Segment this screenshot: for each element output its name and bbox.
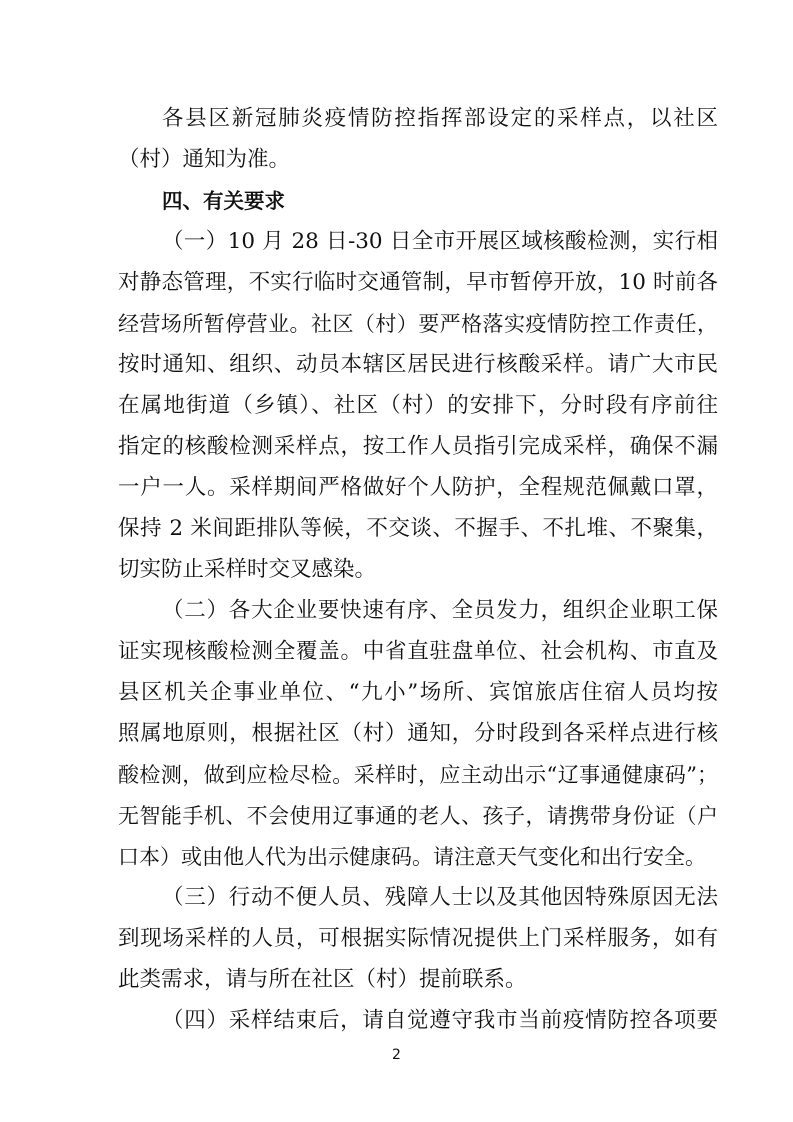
body-line: 保持 2 米间距排队等候，不交谈、不握手、不扎堆、不聚集，	[118, 516, 718, 541]
body-line: 到现场采样的人员，可根据实际情况提供上门采样服务，如有	[118, 926, 718, 951]
body-line: （三）行动不便人员、残障人士以及其他因特殊原因无法	[162, 885, 718, 910]
body-line: 指定的核酸检测采样点，按工作人员指引完成采样，确保不漏	[118, 434, 718, 459]
body-line: 切实防止采样时交叉感染。	[118, 557, 377, 582]
body-line: 证实现核酸检测全覆盖。中省直驻盘单位、社会机构、市直及	[118, 639, 718, 664]
page-number: 2	[392, 1047, 401, 1063]
body-line: 无智能手机、不会使用辽事通的老人、孩子，请携带身份证（户	[118, 804, 718, 828]
body-line: 酸检测，做到应检尽检。采样时，应主动出示“辽事通健康码”；	[118, 763, 718, 787]
body-line: 照属地原则，根据社区（村）通知，分时段到各采样点进行核	[118, 721, 718, 746]
body-line: 各县区新冠肺炎疫情防控指挥部设定的采样点，以社区	[162, 106, 718, 131]
body-line: 按时通知、组织、动员本辖区居民进行核酸采样。请广大市民	[118, 352, 718, 377]
body-line: （一）10 月 28 日-30 日全市开展区域核酸检测，实行相	[162, 229, 718, 254]
body-line: 口本）或由他人代为出示健康码。请注意天气变化和出行安全。	[118, 845, 706, 869]
body-line: 对静态管理，不实行临时交通管制，早市暂停开放，10 时前各	[118, 270, 718, 295]
body-line: 一户一人。采样期间严格做好个人防护，全程规范佩戴口罩，	[118, 475, 718, 500]
section-heading: 四、有关要求	[162, 189, 285, 213]
body-line: （二）各大企业要快速有序、全员发力，组织企业职工保	[162, 598, 718, 623]
body-line: （四）采样结束后，请自觉遵守我市当前疫情防控各项要	[162, 1008, 718, 1033]
body-line: 此类需求，请与所在社区（村）提前联系。	[118, 967, 527, 992]
body-line: 在属地街道（乡镇）、社区（村）的安排下，分时段有序前往	[118, 393, 718, 418]
body-line: 县区机关企事业单位、“九小”场所、宾馆旅店住宿人员均按	[118, 680, 718, 705]
body-line: （村）通知为准。	[118, 147, 291, 172]
body-line: 经营场所暂停营业。社区（村）要严格落实疫情防控工作责任，	[118, 312, 718, 336]
